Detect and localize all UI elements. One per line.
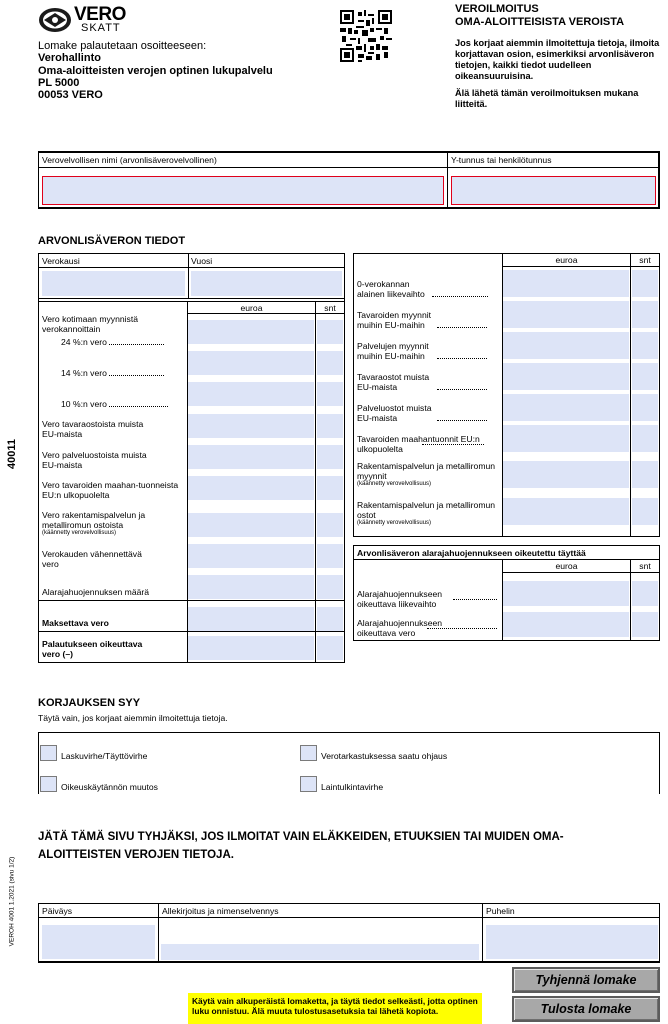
- payer-section: [38, 151, 660, 209]
- year-input[interactable]: [191, 271, 342, 296]
- tax-audit-checkbox[interactable]: [300, 745, 317, 761]
- eu-services-purchases-euro-input[interactable]: [503, 394, 629, 421]
- zero-rate-cents-input[interactable]: [632, 270, 658, 297]
- footer-note: Käytä vain alkuperäistä lomaketta, ja täytä tiedot selkeästi, jotta optinen luku onnistuu. Älä muuta tulostusasetuksia tai lähetä kopiota.: [188, 993, 482, 1024]
- payable-vat-cents-input[interactable]: [317, 607, 343, 631]
- vat-import-euro-input[interactable]: [188, 476, 314, 500]
- vat-row-label: Alarajahuojennuksen määrä: [42, 587, 150, 597]
- cents-col-header: snt: [639, 255, 651, 265]
- vat-10-cents-input[interactable]: [317, 382, 343, 406]
- print-form-button[interactable]: Tulosta lomake: [512, 996, 660, 1022]
- sales-row-label: 0-verokannan alainen liikevaihto: [357, 279, 497, 299]
- year-label: Vuosi: [191, 256, 213, 266]
- vat-row-label: Verokauden vähennettävä vero: [42, 549, 142, 569]
- payer-name-input[interactable]: [42, 176, 444, 205]
- vat-construction-cents-input[interactable]: [317, 513, 343, 537]
- typo-checkbox[interactable]: [40, 745, 57, 761]
- euro-col-header: euroa: [555, 561, 578, 571]
- construction-sales-euro-input[interactable]: [503, 461, 629, 488]
- eu-goods-purchases-cents-input[interactable]: [632, 363, 658, 390]
- qr-code: [340, 10, 392, 62]
- construction-purchases-euro-input[interactable]: [503, 498, 629, 525]
- vat-14-cents-input[interactable]: [317, 351, 343, 375]
- euro-col-header: euroa: [240, 303, 263, 313]
- date-label: Päiväys: [42, 906, 73, 916]
- cents-col-header: snt: [639, 561, 651, 571]
- address-intro: Lomake palautetaan osoitteeseen:: [38, 40, 207, 52]
- signature-label: Allekirjoitus ja nimenselvennys: [162, 906, 279, 916]
- checkbox-label: Verotarkastuksessa saatu ohjaus: [321, 751, 448, 761]
- clear-form-button[interactable]: Tyhjennä lomake: [512, 967, 660, 993]
- phone-input[interactable]: [486, 925, 658, 959]
- eu-services-purchases-cents-input[interactable]: [632, 394, 658, 421]
- vat-14-euro-input[interactable]: [188, 351, 314, 375]
- vat-row-label: Maksettava vero: [42, 618, 109, 628]
- eu-services-sales-euro-input[interactable]: [503, 332, 629, 359]
- relief-title: Arvonlisäveron alarajahuojennukseen oikeutettu täyttää: [357, 548, 586, 558]
- address-line: Oma-aloitteisten verojen optinen lukupalvelu: [38, 64, 273, 77]
- vat-24-cents-input[interactable]: [317, 320, 343, 344]
- blank-page-note: JÄTÄ TÄMÄ SIVU TYHJÄKSI, JOS ILMOITAT VAIN ELÄKKEIDEN, ETUUKSIEN TAI MUIDEN OMA-ALOITTEISTEN VEROJEN TIETOJA.: [38, 831, 564, 861]
- deductible-vat-euro-input[interactable]: [188, 544, 314, 568]
- form-code-side: 40011: [6, 439, 18, 469]
- checkbox-label: Laintulkintavirhe: [321, 782, 384, 792]
- period-input[interactable]: [42, 271, 185, 296]
- vero-emblem-icon: [38, 7, 72, 33]
- address-block: [38, 40, 308, 101]
- relief-vat-cents-input[interactable]: [632, 612, 658, 637]
- sales-row-label: Palvelujen myynnit muihin EU-maihin: [357, 341, 497, 361]
- relief-table: [353, 545, 660, 641]
- form-header: [455, 3, 660, 110]
- relief-row-label: Alarajahuojennukseen oikeuttava liikevaihto: [357, 589, 497, 609]
- form-title: VEROILMOITUS: [455, 3, 539, 15]
- vat-eu-services-euro-input[interactable]: [188, 445, 314, 469]
- relief-row-label: Alarajahuojennukseen oikeuttava vero: [357, 618, 497, 638]
- cents-col-header: snt: [324, 303, 336, 313]
- logo-name: VERO: [74, 4, 126, 25]
- correction-box: [38, 732, 660, 794]
- sales-row-label: Palveluostot muista EU-maista: [357, 403, 497, 423]
- construction-sales-cents-input[interactable]: [632, 461, 658, 488]
- payable-vat-euro-input[interactable]: [188, 607, 314, 631]
- vat-construction-euro-input[interactable]: [188, 513, 314, 537]
- eu-goods-sales-cents-input[interactable]: [632, 301, 658, 328]
- date-input[interactable]: [42, 925, 155, 959]
- vat-section-title: ARVONLISÄVERON TIEDOT: [38, 235, 186, 247]
- signature-input[interactable]: [161, 944, 479, 960]
- vat-row-label: 10 %:n vero: [61, 399, 168, 409]
- vat-row-label: 14 %:n vero: [61, 368, 164, 378]
- vat-row-label: Vero palveluostoista muista EU-maista: [42, 450, 147, 470]
- vat-row-label: Vero rakentamispalvelun ja metalliromun ostoista (käännetty verovelvollisuus): [42, 510, 146, 536]
- vat-right-table: [353, 253, 660, 537]
- logo-sub: SKATT: [81, 22, 121, 34]
- address-line: 00053 VERO: [38, 89, 103, 102]
- form-subtitle: OMA-ALOITTEISISTA VEROISTA: [455, 16, 625, 28]
- refund-vat-cents-input[interactable]: [317, 636, 343, 660]
- vat-eu-goods-euro-input[interactable]: [188, 414, 314, 438]
- correction-note: Jos korjaat aiemmin ilmoitettuja tietoja, ilmoita korjattavan osion, esimerkiksi arvonlisäveron tietojen, kaikki tiedot uudelleen oikeansuuruisina.: [455, 38, 660, 81]
- payer-id-label: Y-tunnus tai henkilötunnus: [451, 155, 552, 165]
- attachment-note: Älä lähetä tämän veroilmoituksen mukana liitteitä.: [455, 88, 639, 109]
- vat-row-label: Vero tavaroiden maahan-tuonneista EU:n ulkopuolelta: [42, 480, 179, 500]
- relief-amount-cents-input[interactable]: [317, 575, 343, 599]
- payer-id-input[interactable]: [451, 176, 656, 205]
- imports-cents-input[interactable]: [632, 425, 658, 452]
- vat-left-table: [38, 253, 345, 663]
- signature-section: [38, 903, 660, 963]
- checkbox-label: Laskuvirhe/Täyttövirhe: [61, 751, 148, 761]
- relief-amount-euro-input[interactable]: [188, 575, 314, 599]
- address-line: PL 5000: [38, 76, 80, 89]
- eu-services-sales-cents-input[interactable]: [632, 332, 658, 359]
- construction-purchases-cents-input[interactable]: [632, 498, 658, 525]
- vat-row-label: Vero tavaraostoista muista EU-maista: [42, 419, 144, 439]
- relief-turnover-cents-input[interactable]: [632, 581, 658, 606]
- vat-10-euro-input[interactable]: [188, 382, 314, 406]
- form-id-side: VEROH 4001 1.2021 (sivu 1/2): [8, 856, 16, 947]
- vat-row-label: Vero kotimaan myynnistä verokannoittain: [42, 314, 139, 334]
- period-label: Verokausi: [42, 256, 80, 266]
- relief-vat-euro-input[interactable]: [503, 612, 629, 637]
- sales-row-label: Tavaroiden myynnit muihin EU-maihin: [357, 310, 497, 330]
- eu-goods-sales-euro-input[interactable]: [503, 301, 629, 328]
- imports-euro-input[interactable]: [503, 425, 629, 452]
- checkbox-label: Oikeuskäytännön muutos: [61, 782, 158, 792]
- phone-label: Puhelin: [486, 906, 515, 916]
- vero-logo: [38, 6, 130, 34]
- refund-vat-euro-input[interactable]: [188, 636, 314, 660]
- vat-eu-goods-cents-input[interactable]: [317, 414, 343, 438]
- euro-col-header: euroa: [555, 255, 578, 265]
- vat-row-label: Palautukseen oikeuttava vero (–): [42, 639, 143, 659]
- sales-row-label: Rakentamispalvelun ja metalliromun ostot (käännetty verovelvollisuus): [357, 500, 496, 526]
- sales-row-label: Rakentamispalvelun ja metalliromun myynnit (käännetty verovelvollisuus): [357, 461, 496, 487]
- correction-hint: Täytä vain, jos korjaat aiemmin ilmoitettuja tietoja.: [38, 713, 228, 723]
- sales-row-label: Tavaraostot muista EU-maista: [357, 372, 497, 392]
- sales-row-label: Tavaroiden maahantuonnit EU:n ulkopuolelta: [357, 434, 497, 454]
- vat-eu-services-cents-input[interactable]: [317, 445, 343, 469]
- vat-24-euro-input[interactable]: [188, 320, 314, 344]
- vat-import-cents-input[interactable]: [317, 476, 343, 500]
- interpretation-checkbox[interactable]: [300, 776, 317, 792]
- vat-row-label: 24 %:n vero: [61, 337, 164, 347]
- address-line: Verohallinto: [38, 52, 101, 65]
- payer-name-label: Verovelvollisen nimi (arvonlisäverovelvollinen): [42, 155, 217, 165]
- relief-turnover-euro-input[interactable]: [503, 581, 629, 606]
- deductible-vat-cents-input[interactable]: [317, 544, 343, 568]
- correction-title: KORJAUKSEN SYY: [38, 697, 141, 709]
- zero-rate-euro-input[interactable]: [503, 270, 629, 297]
- case-law-checkbox[interactable]: [40, 776, 57, 792]
- eu-goods-purchases-euro-input[interactable]: [503, 363, 629, 390]
